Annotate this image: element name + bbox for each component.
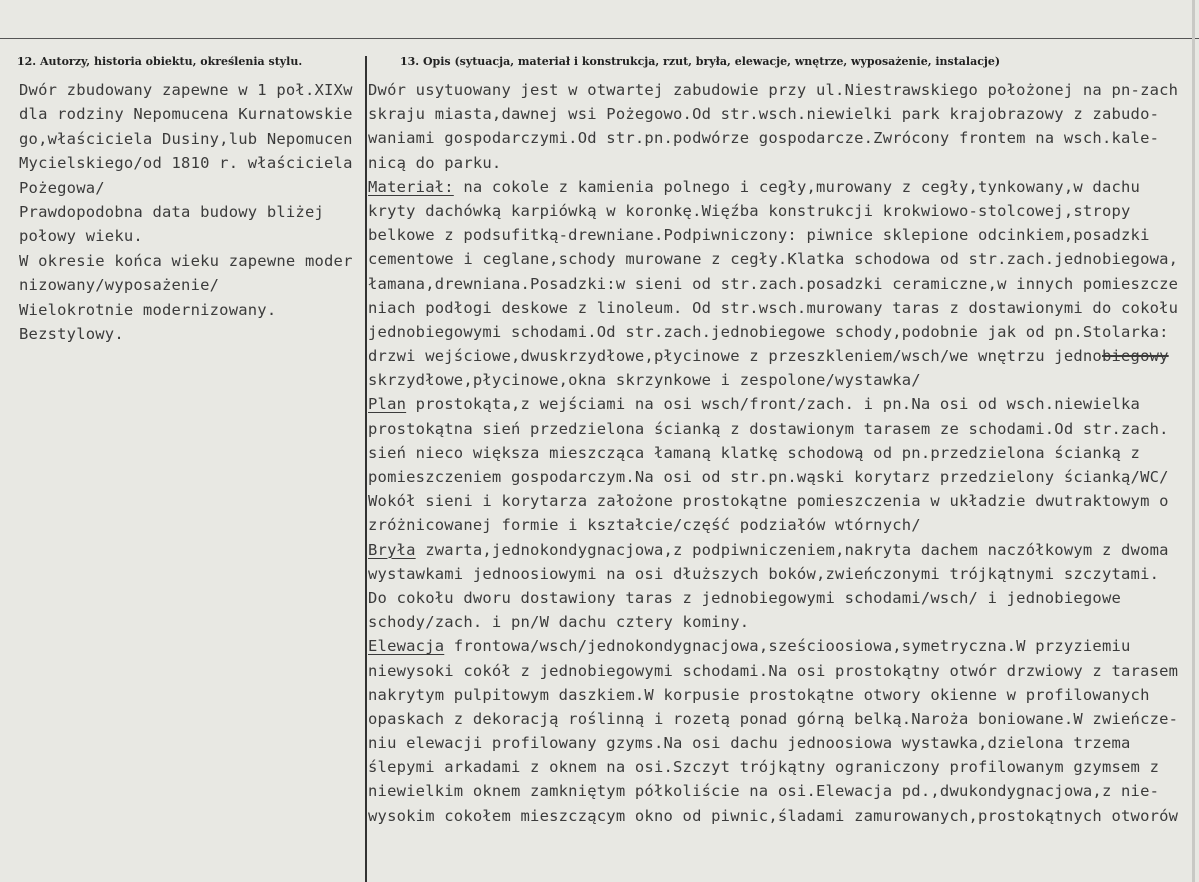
text-line <box>368 78 1198 102</box>
text-line <box>368 562 1198 586</box>
line-text: skraju miasta,dawnej wsi Pożegowo.Od str.wsch.niewielki park krajobrazowy z zabudo- <box>368 105 1160 124</box>
section-label: Elewacja <box>368 637 445 656</box>
text-line <box>368 320 1198 344</box>
text-line <box>368 779 1198 803</box>
text-line: Dwór zbudowany zapewne w 1 poł.XIXw <box>19 81 353 99</box>
text-line <box>368 392 1198 416</box>
line-text: na cokole z kamienia polnego i cegły,murowany z cegły,tynkowany,w dachu <box>453 177 1141 196</box>
text-line: Prawdopodobna data budowy bliżej <box>19 202 325 221</box>
line-text: prostokątna sień przedzielona ścianką z dostawionym tarasem ze schodami.Od str.zach. <box>368 419 1169 438</box>
line-text: cementowe i ceglane,schody murowane z cegły.Klatka schodowa od str.zach.jednobiegowa, <box>368 250 1179 269</box>
line-text: niewielkim oknem zamkniętym półkoliście na osi.Elewacja pd.,dwukondygnacjowa,z nie- <box>368 782 1160 801</box>
text-line <box>368 707 1198 731</box>
struck-text: biegowy <box>1101 347 1169 366</box>
text-line: Wielokrotnie modernizowany. <box>19 300 277 319</box>
text-line <box>368 538 1198 562</box>
text-line <box>368 368 1198 392</box>
line-text: Wokół sieni i korytarza założone prostokątne pomieszczenia w układzie dwutraktowym o <box>368 492 1169 511</box>
line-text: Do cokołu dworu dostawiony taras z jednobiegowymi schodami/wsch/ i jednobiegowe <box>368 588 1122 607</box>
line-text: belkowe z podsufitką-drewniane.Podpiwniczony: piwnice sklepione odcinkiem,posadzki <box>368 226 1150 245</box>
text-line: dla rodziny Nepomucena Kurnatowskie <box>19 105 353 124</box>
line-text: niu elewacji profilowany gzyms.Na osi dachu jednoosiowa wystawka,dzielona trzema <box>368 734 1131 753</box>
text-line <box>368 126 1198 150</box>
line-text: prostokąta,z wejściami na osi wsch/front/zach. i pn.Na osi od wsch.niewielka <box>406 395 1141 414</box>
text-line <box>368 634 1198 658</box>
line-text: zróżnicowanej formie i kształcie/część podziałów wtórnych/ <box>368 516 921 535</box>
section-label: Plan <box>368 395 407 414</box>
text-line <box>368 344 1198 368</box>
line-text: pomieszczeniem gospodarczym.Na osi od str.pn.wąski korytarz przedzielony ścianką/WC/ <box>368 468 1169 486</box>
line-text: nakrytym pulpitowym daszkiem.W korpusie prostokątne otwory okienne w profilowanych <box>368 685 1150 704</box>
text-line <box>368 683 1198 707</box>
text-line <box>368 731 1198 755</box>
line-text: drzwi wejściowe,dwuskrzydłowe,płycinowe z przeszkleniem/wsch/we wnętrzu jedno <box>368 347 1102 366</box>
text-line: połowy wieku. <box>19 227 143 246</box>
line-text: skrzydłowe,płycinowe,okna skrzynkowe i zespolone/wystawka/ <box>368 371 921 390</box>
text-line: go,właściciela Dusiny,lub Nepomucen <box>19 129 353 148</box>
text-line <box>368 804 1198 828</box>
line-text: waniami gospodarczymi.Od str.pn.podwórze gospodarcze.Zwrócony frontem na wsch.kale- <box>368 129 1160 148</box>
text-line <box>368 755 1198 779</box>
section-label: Bryła <box>368 540 416 559</box>
text-line <box>368 199 1198 223</box>
column-divider <box>365 56 367 882</box>
section-12-header: 12. Autorzy, historia obiektu, określenia stylu. <box>17 55 303 68</box>
text-line <box>368 272 1198 296</box>
text-line <box>368 102 1198 126</box>
section-label: Materiał: <box>368 177 454 196</box>
line-text: frontowa/wsch/jednokondygnacjowa,sześcioosiowa,symetryczna.W przyziemiu <box>444 637 1131 656</box>
text-line: W okresie końca wieku zapewne moder <box>19 251 353 270</box>
line-text: niach podłogi deskowe z linoleum. Od str.wsch.murowany taras z dostawionymi do cokołu <box>368 298 1179 317</box>
section-13-header: 13. Opis (sytuacja, materiał i konstrukcja, rzut, bryła, elewacje, wnętrze, wyposażenie, instalacje) <box>400 55 1001 68</box>
line-text: zwarta,jednokondygnacjowa,z podpiwniczeniem,nakryta dachem naczółkowym z dwoma <box>415 540 1169 559</box>
text-line: nizowany/wyposażenie/ <box>19 276 220 295</box>
line-text: sień nieco większa mieszcząca łamaną klatkę schodową od pn.przedzielona ścianką z <box>368 443 1141 462</box>
line-text: łamana,drewniana.Posadzki:w sieni od str.zach.posadzki ceramiczne,w innych pomieszcze <box>368 274 1179 293</box>
text-line <box>368 175 1198 199</box>
text-line <box>368 441 1198 465</box>
text-line <box>368 223 1198 247</box>
text-line <box>368 417 1198 441</box>
line-text: opaskach z dekoracją roślinną i rozetą ponad górną belką.Naroża boniowane.W zwieńcze- <box>368 709 1179 728</box>
line-text: wysokim cokołem mieszczącym okno od piwnic,śladami zamurowanych,prostokątnych otworów <box>368 806 1179 825</box>
text-line <box>368 465 1198 489</box>
line-text: wystawkami jednoosiowymi na osi dłuższych boków,zwieńczonymi trójkątnymi szczytami. <box>368 564 1160 583</box>
text-line <box>368 586 1198 610</box>
description-column <box>368 78 1198 828</box>
text-line <box>368 296 1198 320</box>
line-text: kryty dachówką karpiówką w koronkę.Więźba konstrukcji krokwiowo-stolcowej,stropy <box>368 201 1131 220</box>
line-text: ślepymi arkadami z oknem na osi.Szczyt trójkątny ograniczony profilowanym gzymsem z <box>368 758 1160 777</box>
text-line: Mycielskiego/od 1810 r. właściciela <box>19 154 353 173</box>
line-text: schody/zach. i pn/W dachu cztery kominy. <box>368 613 750 632</box>
text-line: Pożegowa/ <box>19 178 105 197</box>
text-line <box>368 610 1198 634</box>
text-line <box>368 489 1198 513</box>
text-line <box>368 659 1198 683</box>
text-line: Bezstylowy. <box>19 324 124 343</box>
authors-history-column <box>19 78 364 346</box>
line-text: nicą do parku. <box>368 153 502 172</box>
top-rule <box>0 38 1199 39</box>
text-line <box>368 247 1198 271</box>
text-line <box>368 513 1198 537</box>
line-text: niewysoki cokół z jednobiegowymi schodami.Na osi prostokątny otwór drzwiowy z tarasem <box>368 661 1179 680</box>
line-text: Dwór usytuowany jest w otwartej zabudowie przy ul.Niestrawskiego położonej na pn-zach <box>368 81 1179 99</box>
line-text: jednobiegowymi schodami.Od str.zach.jednobiegowe schody,podobnie jak od pn.Stolarka: <box>368 322 1169 341</box>
text-line <box>368 151 1198 175</box>
